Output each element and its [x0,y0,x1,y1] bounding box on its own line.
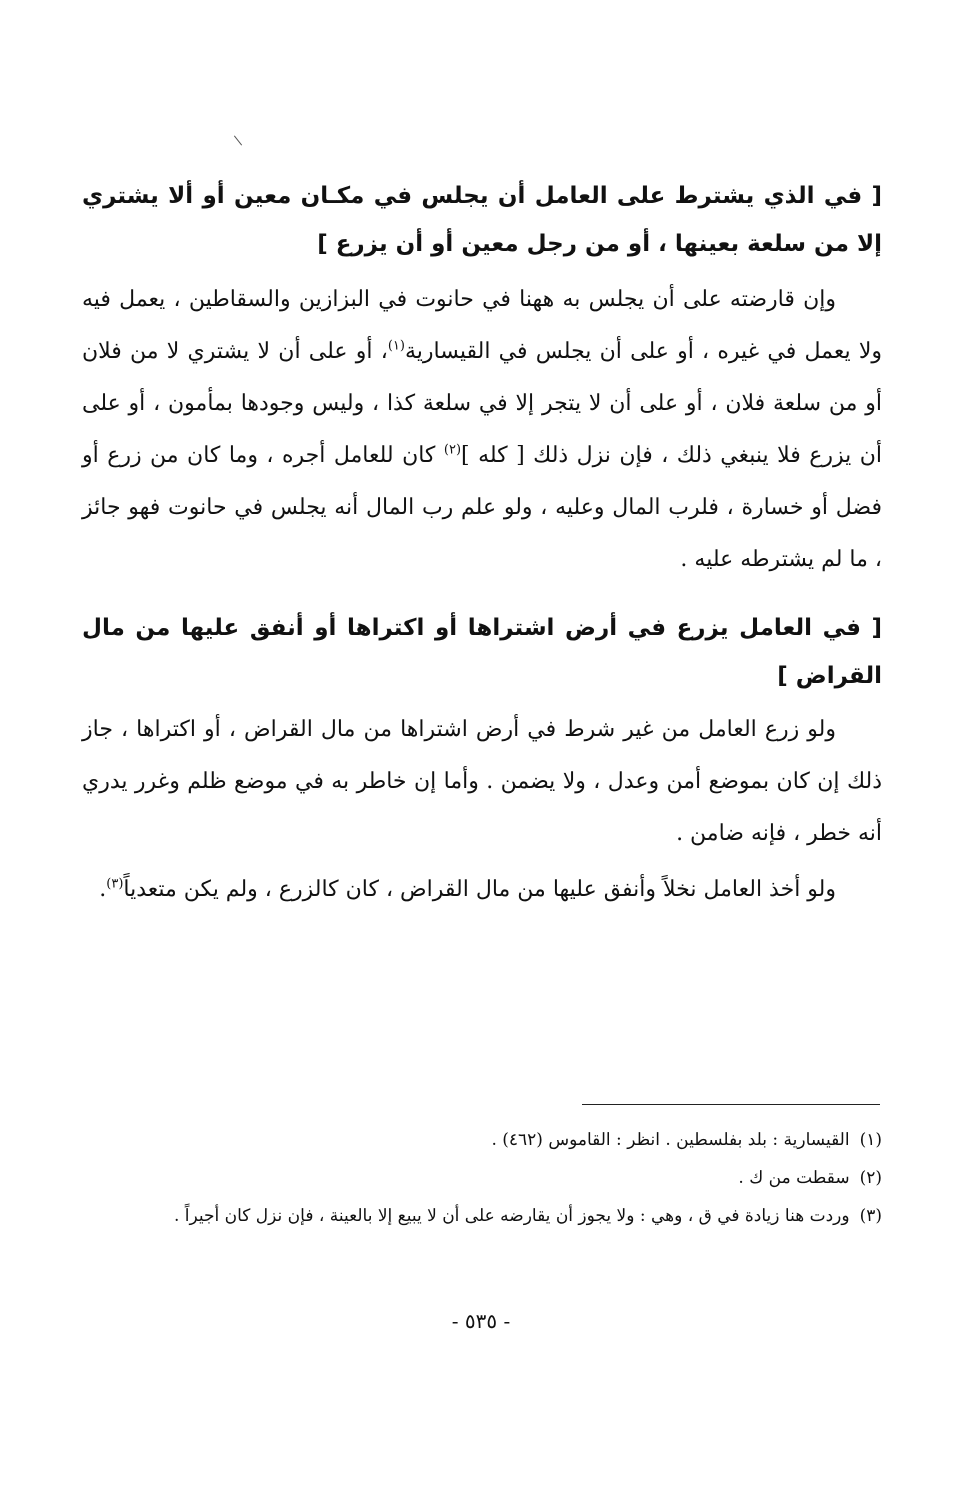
section1-paragraph [82,274,882,586]
section-heading-2: [ في العامل يزرع في أرض اشتراها أو اكتراها أو أنفق عليها من مال القراض ] [82,615,882,689]
footnote-ref-1[interactable]: (١) [387,338,405,354]
section2-para2-text-a: ولو أخذ العامل نخلاً وأنفق عليها من مال القراض ، كان كالزرع ، ولم يكن متعدياً [123,877,836,902]
section1-para-text-a: وإن قارضته على أن يجلس به ههنا في حانوت في البزازين والسقاطين ، يعمل فيه ولا يعمل في غيره ، أو على أن يجلس في القيسارية [82,287,883,364]
footnotes [82,1124,882,1238]
page-number: - ٥٣٥ - [451,1309,511,1333]
footnote-ref-2[interactable]: (٢) [443,442,462,458]
footnote-number: (٢) [859,1168,882,1188]
footnote-separator [582,1104,880,1105]
footnote-text: القيسارية : بلد بفلسطين . انظر : القاموس (٤٦٢) . [491,1130,850,1150]
footnote-text: سقطت من ك . [738,1168,850,1188]
section-heading-1: [ في الذي يشترط على العامل أن يجلس في مكـان معين أو ألا يشتري إلا من سلعة بعينها ، أو من رجل معين أو أن يزرع ] [82,183,882,257]
footnote-2 [82,1162,882,1194]
stray-mark [234,135,242,145]
footnote-ref-3[interactable]: (٣) [106,876,124,892]
footnote-text: وردت هنا زيادة في ق ، وهي : ولا يجوز أن يقارضه على أن لا يبيع إلا بالعينة ، فإن نزل كان أجيراً . [173,1206,850,1226]
footnote-1 [82,1124,882,1156]
page-body [82,150,882,916]
section2-para2-text-b: . [99,877,107,902]
footnote-3 [82,1200,882,1232]
section2-paragraph-2 [82,864,882,916]
section1-para-text-c: كان للعامل أجره ، وما كان من زرع أو فضل أو خسارة ، فلرب المال وعليه ، ولو علم رب المال أنه يجلس في حانوت فهو جائز ، ما لم يشترطه عليه . [82,443,882,572]
section1-para-text-b: ، أو على أن لا يشتري لا من فلان أو من سلعة فلان ، أو على أن لا يتجر إلا في سلعة كذا ، وليس وجودها بمأمون ، أو على أن يزرع فلا ينبغي ذلك ، فإن نزل ذلك [ كله ] [82,339,882,468]
footnote-number: (١) [859,1130,882,1150]
footnote-number: (٣) [859,1206,882,1226]
section2-paragraph-1: ولو زرع العامل من غير شرط في أرض اشتراها من مال القراض ، أو اكتراها ، جاز ذلك إن كان بموضع أمن وعدل ، ولا يضمن . وأما إن خاطر به في موضع ظلم وغرر يدري أنه خطر ، فإنه ضامن . [82,717,882,846]
